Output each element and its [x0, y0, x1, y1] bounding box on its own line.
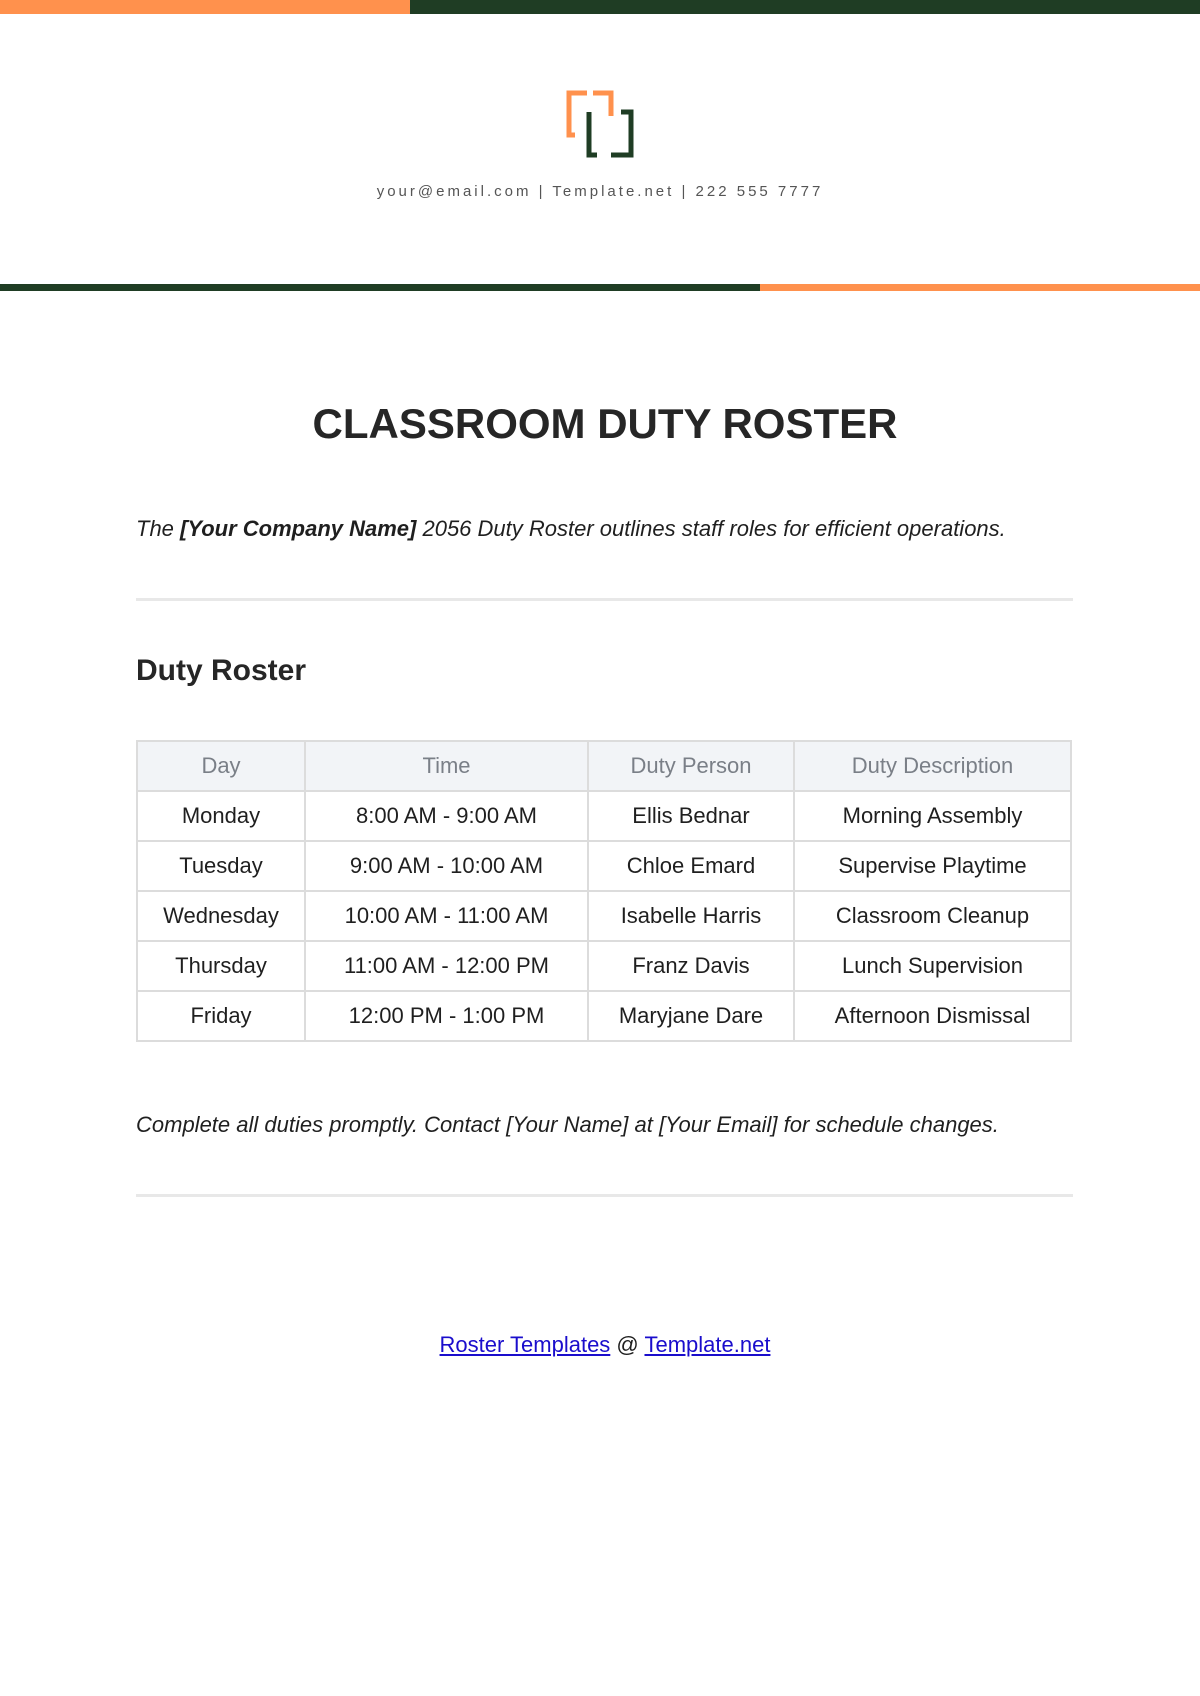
horizontal-rule — [136, 598, 1073, 601]
cell-day: Tuesday — [137, 841, 305, 891]
cell-duty-description: Lunch Supervision — [794, 941, 1071, 991]
header-day: Day — [137, 741, 305, 791]
cell-duty-description: Morning Assembly — [794, 791, 1071, 841]
intro-paragraph — [136, 516, 1096, 542]
table-row — [137, 791, 1071, 841]
table-row — [137, 991, 1071, 1041]
cell-time: 8:00 AM - 9:00 AM — [305, 791, 588, 841]
cell-duty-description: Afternoon Dismissal — [794, 991, 1071, 1041]
cell-duty-person: Ellis Bednar — [588, 791, 794, 841]
cell-day: Wednesday — [137, 891, 305, 941]
section-heading: Duty Roster — [136, 654, 307, 687]
top-accent-bar-green — [410, 0, 1200, 14]
company-name-placeholder: [Your Company Name] — [180, 516, 417, 541]
header-duty-description: Duty Description — [794, 741, 1071, 791]
horizontal-rule — [136, 1194, 1073, 1197]
contact-line: your@email.com | Template.net | 222 555 7777 — [376, 183, 824, 200]
cell-duty-person: Isabelle Harris — [588, 891, 794, 941]
cell-day: Friday — [137, 991, 305, 1041]
cell-time: 11:00 AM - 12:00 PM — [305, 941, 588, 991]
header-time: Time — [305, 741, 588, 791]
cell-duty-description: Classroom Cleanup — [794, 891, 1071, 941]
header-duty-person: Duty Person — [588, 741, 794, 791]
document-title: CLASSROOM DUTY ROSTER — [312, 400, 898, 447]
cell-duty-person: Chloe Emard — [588, 841, 794, 891]
intro-suffix: 2056 Duty Roster outlines staff roles for efficient operations. — [416, 516, 1006, 541]
cell-time: 10:00 AM - 11:00 AM — [305, 891, 588, 941]
cell-duty-person: Franz Davis — [588, 941, 794, 991]
intro-prefix: The — [136, 516, 181, 541]
template-net-link[interactable]: Template.net — [644, 1332, 771, 1357]
footer — [0, 1332, 1200, 1358]
footer-separator: @ — [610, 1332, 645, 1357]
roster-templates-link[interactable]: Roster Templates — [439, 1332, 611, 1357]
table-header-row — [137, 741, 1071, 791]
divider-bar-orange — [760, 284, 1200, 291]
closing-paragraph: Complete all duties promptly. Contact [Your Name] at [Your Email] for schedule changes. — [136, 1112, 999, 1137]
cell-time: 9:00 AM - 10:00 AM — [305, 841, 588, 891]
bracket-squares-logo-icon — [565, 90, 635, 158]
duty-roster-table — [136, 740, 1072, 1042]
table-row — [137, 941, 1071, 991]
cell-duty-description: Supervise Playtime — [794, 841, 1071, 891]
divider-bar-green — [0, 284, 760, 291]
table-row — [137, 891, 1071, 941]
table-row — [137, 841, 1071, 891]
cell-time: 12:00 PM - 1:00 PM — [305, 991, 588, 1041]
cell-duty-person: Maryjane Dare — [588, 991, 794, 1041]
top-accent-bar-orange — [0, 0, 410, 14]
cell-day: Monday — [137, 791, 305, 841]
cell-day: Thursday — [137, 941, 305, 991]
